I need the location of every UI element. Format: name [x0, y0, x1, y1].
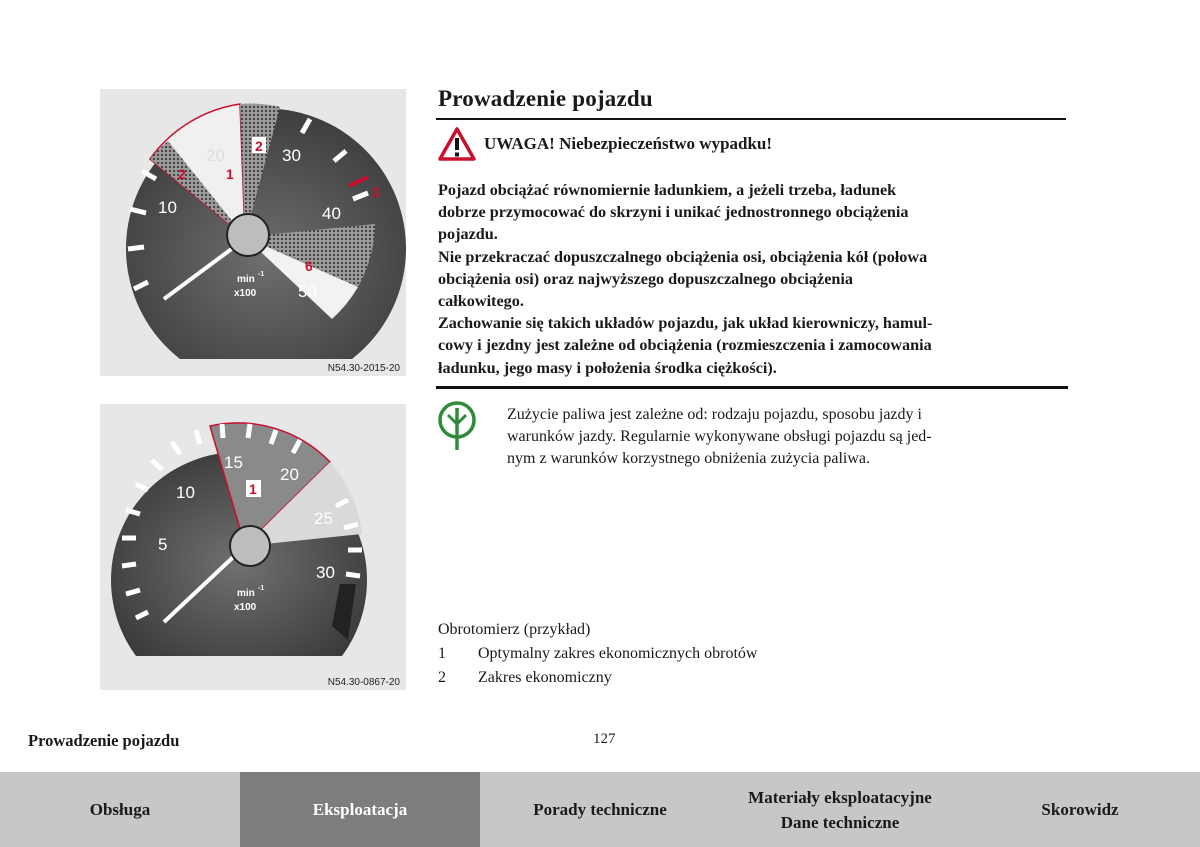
nav-tab-porady-techniczne[interactable]: Porady techniczne: [480, 772, 720, 847]
nav-tab-skorowidz[interactable]: Skorowidz: [960, 772, 1200, 847]
scale-label: 10: [158, 198, 177, 217]
figure-code: N54.30-2015-20: [327, 363, 400, 374]
warning-heading-text: UWAGA! Niebezpieczeństwo wypadku!: [484, 134, 773, 153]
warning-line: pojazdu.: [438, 225, 498, 244]
warning-line: Nie przekraczać dopuszczalnego obciążenia osi, obciążenia kół (połowa: [438, 247, 928, 266]
caption-item: [438, 666, 757, 690]
scale-label: 5: [158, 535, 168, 554]
marker-label: 1: [249, 481, 257, 497]
warning-body: [438, 179, 1068, 379]
caption-item-text: Optymalny zakres ekonomicznych obrotów: [478, 645, 758, 662]
nav-tab-obsluga[interactable]: Obsługa: [0, 772, 240, 847]
marker-label: 6: [305, 258, 313, 274]
nav-tab-label-line: Dane techniczne: [780, 812, 900, 832]
caption-item-number: 1: [438, 645, 446, 662]
note-line: Zużycie paliwa jest zależne od: rodzaju pojazdu, sposobu jazdy i: [507, 406, 922, 423]
multiplier-label: x100: [234, 288, 257, 299]
unit-exponent: -1: [258, 271, 265, 278]
warning-line: obciążenia osi) oraz najwyższego dopuszczalnego obciążenia: [438, 269, 853, 288]
warning-line: dobrze przymocować do skrzyni i unikać jednostronnego obciążenia: [438, 203, 909, 222]
marker-label: 1: [226, 166, 234, 182]
unit-exponent: -1: [258, 585, 265, 592]
scale-label: 20: [280, 465, 299, 484]
scale-label: 20: [206, 146, 225, 165]
caption-item-number: 2: [438, 669, 446, 686]
needle-hub: [230, 526, 270, 566]
multiplier-label: x100: [234, 602, 257, 613]
tachometer-figure-2: [100, 404, 406, 690]
scale-label: 50: [298, 282, 317, 301]
note-line: warunków jazdy. Regularnie wykonywane obsługi pojazdu są jed-: [507, 428, 932, 445]
warning-line: całkowitego.: [438, 292, 524, 311]
caption-title: Obrotomierz (przykład): [438, 621, 591, 638]
fuel-consumption-note: [507, 404, 1062, 470]
warning-bottom-rule: [436, 386, 1068, 389]
nav-tab-materialy-dane[interactable]: [720, 772, 960, 847]
marker-label: 3: [372, 184, 380, 200]
title-rule: [436, 118, 1066, 120]
warning-line: ładunku, jego masy i położenia środka ciężkości).: [438, 358, 777, 377]
unit-label: min: [237, 588, 255, 599]
tachometer-figure-1: [100, 89, 406, 376]
marker-label: 2: [255, 138, 263, 154]
figure-caption: [438, 618, 757, 690]
page-number: 127: [593, 731, 616, 747]
warning-triangle-icon: [438, 127, 476, 161]
marker-label: 2: [178, 166, 186, 182]
scale-label: 40: [322, 204, 341, 223]
warning-line: Zachowanie się takich układów pojazdu, jak układ kierowniczy, hamul-: [438, 314, 933, 333]
footer-section-title: Prowadzenie pojazdu: [28, 731, 180, 750]
figure-code: N54.30-0867-20: [327, 677, 400, 688]
environment-tree-icon: [436, 400, 478, 452]
caption-item: [438, 642, 757, 666]
caption-item-text: Zakres ekonomiczny: [478, 669, 612, 686]
tachometer-2-graphic: [100, 404, 406, 690]
needle-hub: [227, 214, 269, 256]
scale-label: 10: [176, 483, 195, 502]
note-line: nym z warunków korzystnego obniżenia zużycia paliwa.: [507, 450, 870, 467]
warning-heading: [438, 124, 772, 164]
section-title: Prowadzenie pojazdu: [438, 86, 653, 111]
scale-label: 30: [282, 146, 301, 165]
warning-line: cowy i jezdny jest zależne od obciążenia (rozmieszczenia i zamocowania: [438, 336, 932, 355]
chapter-navigation: [0, 772, 1200, 847]
warning-line: Pojazd obciążać równomiernie ładunkiem, a jeżeli trzeba, ładunek: [438, 181, 897, 199]
nav-tab-label-line: Materiały eksploatacyjne: [748, 787, 932, 807]
tachometer-1-graphic: [100, 89, 406, 376]
scale-label: 30: [316, 563, 335, 582]
scale-label: 25: [314, 509, 333, 528]
unit-label: min: [237, 274, 255, 285]
scale-label: 15: [224, 453, 243, 472]
nav-tab-eksploatacja[interactable]: Eksploatacja: [240, 772, 480, 847]
